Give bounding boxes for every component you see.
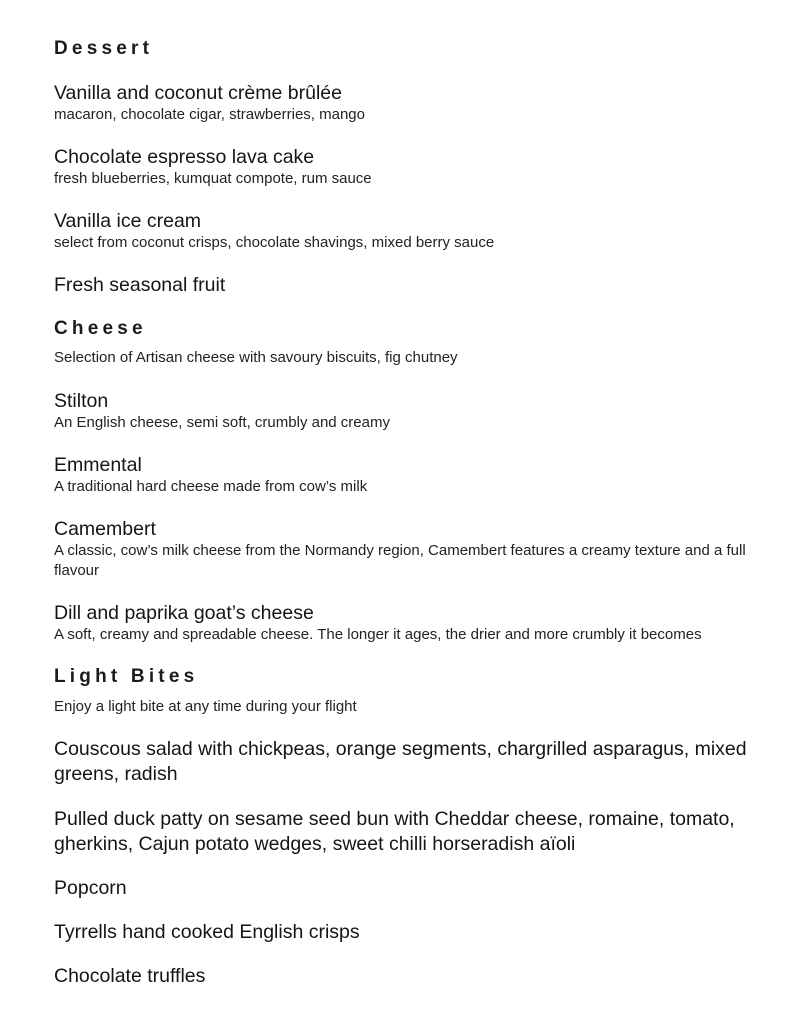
section-intro-light-bites: Enjoy a light bite at any time during your flight — [54, 698, 357, 715]
menu-item-description: A classic, cow’s milk cheese from the Normandy region, Camembert features a creamy texture and a full flavour — [54, 542, 746, 579]
menu-item-description: An English cheese, semi soft, crumbly and creamy — [54, 414, 390, 431]
menu-item-name: Dill and paprika goat’s cheese — [54, 602, 314, 624]
menu-item-description: select from coconut crisps, chocolate shavings, mixed berry sauce — [54, 234, 495, 251]
menu-item-description: fresh blueberries, kumquat compote, rum sauce — [54, 170, 372, 187]
menu-item-name: Popcorn — [54, 877, 127, 899]
menu-item-name: Pulled duck patty on sesame seed bun with Cheddar cheese, romaine, tomato, gherkins, Cajun potato wedges, sweet chilli horseradish aïoli — [54, 808, 735, 855]
section-intro-cheese: Selection of Artisan cheese with savoury biscuits, fig chutney — [54, 349, 458, 366]
menu-item-name: Vanilla and coconut crème brûlée — [54, 82, 342, 104]
menu-item-name: Vanilla ice cream — [54, 210, 202, 232]
section-title-cheese: Cheese — [54, 318, 147, 339]
menu-item-description: macaron, chocolate cigar, strawberries, mango — [54, 106, 365, 123]
menu-item-name: Stilton — [54, 390, 109, 412]
menu-item-name: Chocolate espresso lava cake — [54, 146, 315, 168]
menu-item-name: Emmental — [54, 454, 142, 476]
section-title-dessert: Dessert — [54, 38, 154, 59]
menu-item-name: Chocolate truffles — [54, 965, 206, 987]
section-title-light-bites: Light Bites — [54, 666, 199, 687]
menu-item-description: A traditional hard cheese made from cow’s milk — [54, 478, 368, 495]
menu-item-name: Camembert — [54, 518, 156, 540]
menu-item-name: Tyrrells hand cooked English crisps — [54, 921, 360, 943]
menu-item-name: Fresh seasonal fruit — [54, 274, 226, 296]
menu-item-description: A soft, creamy and spreadable cheese. The longer it ages, the drier and more crumbly it becomes — [54, 626, 702, 643]
menu-item-name: Couscous salad with chickpeas, orange segments, chargrilled asparagus, mixed greens, radish — [54, 738, 747, 785]
